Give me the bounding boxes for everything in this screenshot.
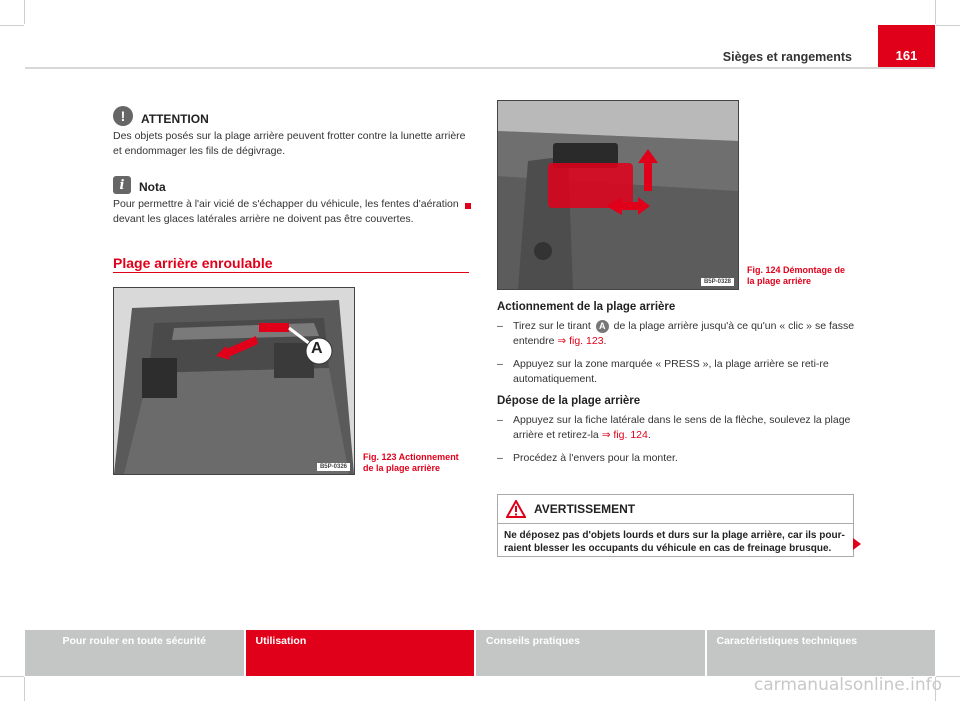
warning-box: [497, 494, 854, 557]
figure-code: B5P-0328: [701, 278, 734, 286]
end-marker: [465, 203, 471, 209]
list-item: – Appuyez sur la zone marquée « PRESS », la plage arrière se reti-re automatiquement.: [497, 357, 859, 387]
nota-title: Nota: [139, 180, 166, 194]
shelf-removal-illustration: [498, 101, 738, 289]
figure-link-123[interactable]: ⇒ fig. 123: [557, 335, 604, 347]
actionnement-title: Actionnement de la plage arrière: [497, 301, 676, 313]
left-column: [113, 104, 473, 226]
figure-link-124[interactable]: ⇒ fig. 124: [601, 429, 648, 441]
callout-a-badge: A: [596, 320, 609, 333]
warning-title: AVERTISSEMENT: [534, 502, 636, 516]
continue-arrow-icon: [853, 538, 861, 550]
footer-nav: [25, 630, 935, 676]
warning-triangle-icon: [506, 500, 526, 518]
crop-mark: [0, 676, 24, 677]
exclamation-icon: !: [113, 106, 133, 126]
list-item: – Tirez sur le tirant A de la plage arrière jusqu'à ce qu'un « clic » se fasse entendre ⇒ fig. 123.: [497, 320, 855, 347]
callout-a: A: [311, 340, 323, 357]
attention-heading: [113, 104, 473, 126]
list-text: Procédez à l'envers pour la monter.: [513, 452, 678, 464]
crop-mark: [0, 25, 24, 26]
list-text: Appuyez sur la zone marquée « PRESS », la plage arrière se reti-re automatiquement.: [513, 358, 829, 385]
figure-123-caption: Fig. 123 Actionnement de la plage arrière: [363, 452, 459, 473]
crop-mark: [936, 25, 960, 26]
nota-text: Pour permettre à l'air vicié de s'échapper du véhicule, les fentes d'aération devant les glaces latérales arrière ne doivent pas être couvertes.: [113, 198, 459, 225]
right-column: [497, 301, 859, 474]
tab-operation[interactable]: Utilisation: [246, 630, 477, 676]
tab-safety[interactable]: Pour rouler en toute sécurité: [25, 630, 246, 676]
tab-practical-tips[interactable]: Conseils pratiques: [476, 630, 707, 676]
figure-124-caption: Fig. 124 Démontage de la plage arrière: [747, 265, 846, 286]
list-text: Appuyez sur la fiche latérale dans le sens de la flèche, soulevez la plage arrière et retirez-la: [513, 414, 851, 441]
list-text: Tirez sur le tirant: [513, 320, 591, 332]
figure-124: [497, 100, 739, 290]
attention-title: ATTENTION: [141, 112, 209, 126]
nota-heading: [113, 172, 473, 194]
trunk-illustration: [114, 288, 354, 474]
page-number: [878, 25, 935, 69]
list-item: – Procédez à l'envers pour la monter.: [497, 452, 678, 464]
crop-mark: [24, 0, 25, 24]
header-rule: [25, 67, 935, 69]
page-number-label: 161: [895, 48, 918, 63]
figure-123: [113, 287, 355, 475]
section-rule: [113, 272, 469, 273]
list-text: de la plage arrière jusqu'à ce qu'un « clic » se fasse entendre: [513, 320, 855, 347]
watermark: carmanualsonline.info: [753, 675, 942, 695]
figure-code: B5P-0326: [317, 463, 350, 471]
crop-mark: [935, 0, 936, 24]
attention-text: Des objets posés sur la plage arrière peuvent frotter contre la lunette arrière et endommager les fils de dégivrage.: [113, 130, 466, 157]
list-item: – Appuyez sur la fiche latérale dans le sens de la flèche, soulevez la plage arrière et retirez-la ⇒ fig. 124.: [497, 414, 851, 441]
warning-heading: [498, 495, 853, 524]
depose-title: Dépose de la plage arrière: [497, 395, 641, 407]
tab-technical-specs[interactable]: Caractéristiques techniques: [707, 630, 936, 676]
crop-mark: [24, 677, 25, 701]
info-icon: i: [113, 176, 131, 194]
section-title: Plage arrière enroulable: [113, 255, 273, 271]
running-header: Sièges et rangements: [722, 50, 852, 64]
warning-text: Ne déposez pas d'objets lourds et durs sur la plage arrière, car ils pour-raient blesser les occupants du véhicule en cas de freinage brusque.: [504, 530, 845, 554]
